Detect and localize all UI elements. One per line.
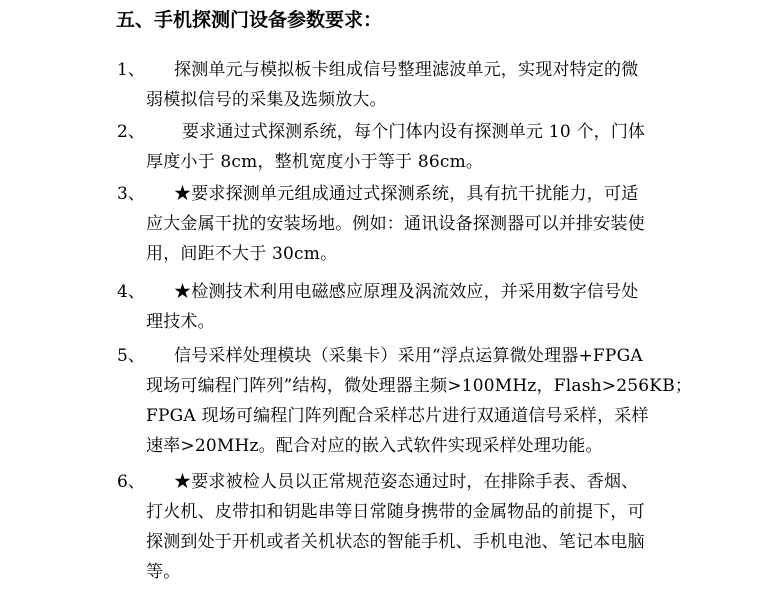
item-line: ★检测技术利用电磁感应原理及涡流效应，并采用数字信号处 xyxy=(174,282,639,302)
item-line: 等。 xyxy=(146,562,181,582)
item-number: 6、 xyxy=(117,472,145,492)
item-line: 打火机、皮带扣和钥匙串等日常随身携带的金属物品的前提下，可 xyxy=(146,502,645,522)
item-line: FPGA 现场可编程门阵列配合采样芯片进行双通道信号采样，采样 xyxy=(146,406,649,426)
item-line: 现场可编程门阵列”结构，微处理器主频>100MHz，Flash>256KB； xyxy=(146,376,693,396)
item-line: ★要求被检人员以正常规范姿态通过时，在排除手表、香烟、 xyxy=(174,472,639,492)
item-line: 理技术。 xyxy=(146,312,215,332)
item-line: 信号采样处理模块（采集卡）采用“浮点运算微处理器+FPGA xyxy=(174,346,643,366)
item-line: 速率>20MHz。配合对应的嵌入式软件实现采样处理功能。 xyxy=(146,436,603,456)
item-line: 厚度小于 8cm，整机宽度小于等于 86cm。 xyxy=(146,152,484,172)
item-line: 弱模拟信号的采集及选频放大。 xyxy=(146,90,387,110)
section-heading: 五、手机探测门设备参数要求： xyxy=(116,9,383,31)
item-line: 用，间距不大于 30cm。 xyxy=(146,244,338,264)
item-line: ★要求探测单元组成通过式探测系统，具有抗干扰能力，可适 xyxy=(174,184,639,204)
item-line: 探测到处于开机或者关机状态的智能手机、手机电池、笔记本电脑 xyxy=(146,532,645,552)
item-number: 4、 xyxy=(117,282,145,302)
item-line: 要求通过式探测系统，每个门体内设有探测单元 10 个，门体 xyxy=(182,122,646,142)
item-number: 3、 xyxy=(117,184,145,204)
item-number: 2、 xyxy=(117,122,145,142)
item-number: 5、 xyxy=(117,346,145,366)
item-number: 1、 xyxy=(117,60,145,80)
item-line: 应大金属干扰的安装场地。例如：通讯设备探测器可以并排安装使 xyxy=(146,214,645,234)
item-line: 探测单元与模拟板卡组成信号整理滤波单元，实现对特定的微 xyxy=(174,60,639,80)
